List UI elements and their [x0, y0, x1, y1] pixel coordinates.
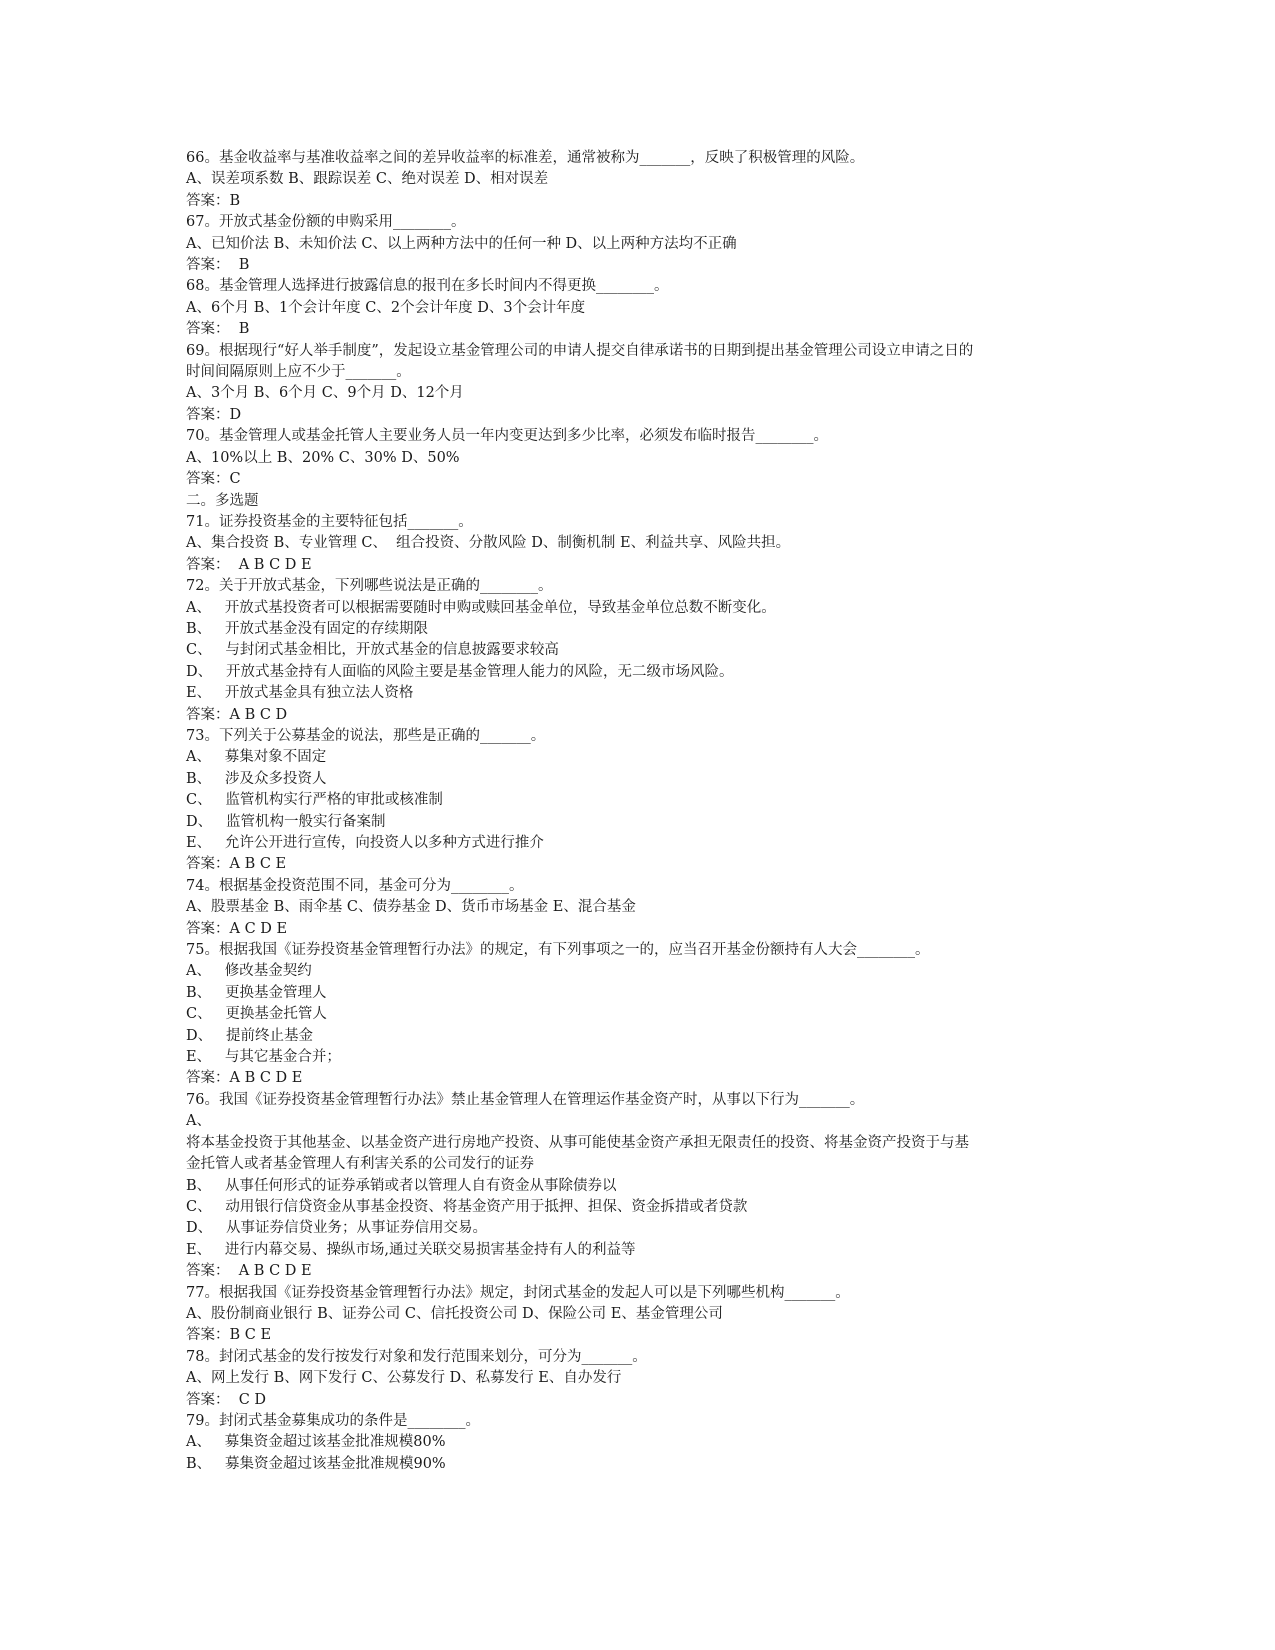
text-line: 79。封闭式基金募集成功的条件是________。	[186, 1412, 480, 1429]
text-line: B、 涉及众多投资人	[186, 770, 327, 787]
text-line: 时间间隔原则上应不少于_______。	[186, 364, 411, 381]
text-line: A、10%以上 B、20% C、30% D、50%	[186, 449, 460, 466]
text-line: 答案： B	[186, 257, 250, 274]
text-line: 78。封闭式基金的发行按发行对象和发行范围来划分，可分为_______。	[186, 1348, 647, 1365]
text-line: 76。我国《证券投资基金管理暂行办法》禁止基金管理人在管理运作基金资产时，从事以下行为_______。	[186, 1091, 865, 1108]
text-line: A、股份制商业银行 B、证券公司 C、信托投资公司 D、保险公司 E、基金管理公司	[186, 1305, 723, 1322]
text-line: 答案： B	[186, 321, 250, 338]
text-line: 73。下列关于公募基金的说法，那些是正确的_______。	[186, 727, 546, 744]
document-page	[186, 148, 1091, 1475]
text-line: A、股票基金 B、雨伞基 C、债券基金 D、货币市场基金 E、混合基金	[186, 899, 636, 916]
text-line: 答案： A B C D E	[186, 556, 312, 573]
text-line: B、 募集资金超过该基金批准规模90%	[186, 1455, 446, 1472]
text-line: 将本基金投资于其他基金、以基金资产进行房地产投资、从事可能使基金资产承担无限责任的投资、将基金资产投资于与基	[186, 1134, 969, 1151]
text-line: E、 进行内幕交易、操纵市场,通过关联交易损害基金持有人的利益等	[186, 1241, 636, 1258]
text-line: 答案：B C E	[186, 1327, 272, 1344]
text-line: 答案：C	[186, 471, 241, 488]
text-line: 答案：A B C D E	[186, 1070, 303, 1087]
text-line: 75。根据我国《证券投资基金管理暂行办法》的规定，有下列事项之一的，应当召开基金份额持有人大会________。	[186, 942, 930, 959]
text-line: A、6个月 B、1个会计年度 C、2个会计年度 D、3个会计年度	[186, 299, 586, 316]
text-line: 答案：A C D E	[186, 920, 288, 937]
text-line: A、	[186, 1113, 211, 1130]
text-line: 答案： C D	[186, 1391, 267, 1408]
text-line: 71。证券投资基金的主要特征包括_______。	[186, 513, 473, 530]
text-line: 77。根据我国《证券投资基金管理暂行办法》规定，封闭式基金的发起人可以是下列哪些机构_______。	[186, 1284, 850, 1301]
text-line: 答案：D	[186, 406, 242, 423]
text-line: D、 从事证券信贷业务；从事证券信用交易。	[186, 1220, 487, 1237]
text-line: A、已知价法 B、未知价法 C、以上两种方法中的任何一种 D、以上两种方法均不正确	[186, 235, 737, 252]
text-line: E、 开放式基金具有独立法人资格	[186, 685, 414, 702]
text-line: 69。根据现行“好人举手制度”，发起设立基金管理公司的申请人提交自律承诺书的日期到提出基金管理公司设立申请之日的	[186, 342, 974, 359]
text-line: B、 从事任何形式的证券承销或者以管理人自有资金从事除债券以	[186, 1177, 617, 1194]
text-line: 答案： A B C D E	[186, 1263, 312, 1280]
text-line: D、 开放式基金持有人面临的风险主要是基金管理人能力的风险，无二级市场风险。	[186, 663, 734, 680]
text-line: 66。基金收益率与基准收益率之间的差异收益率的标准差，通常被称为_______，反映了积极管理的风险。	[186, 150, 865, 166]
text-line: 答案：A B C E	[186, 856, 287, 873]
text-line: D、 提前终止基金	[186, 1027, 313, 1044]
text-line: D、 监管机构一般实行备案制	[186, 813, 386, 830]
text-line: 二。多选题	[186, 492, 259, 509]
text-line: C、 动用银行信贷资金从事基金投资、将基金资产用于抵押、担保、资金拆措或者贷款	[186, 1198, 748, 1215]
text-line: A、网上发行 B、网下发行 C、公募发行 D、私募发行 E、自办发行	[186, 1370, 622, 1387]
text-line: A、 修改基金契约	[186, 963, 312, 980]
text-line: 68。基金管理人选择进行披露信息的报刊在多长时间内不得更换________。	[186, 278, 669, 295]
text-line: A、误差项系数 B、跟踪误差 C、绝对误差 D、相对误差	[186, 171, 549, 188]
text-line: E、 与其它基金合并；	[186, 1049, 341, 1066]
text-line: 74。根据基金投资范围不同，基金可分为________。	[186, 877, 524, 894]
text-line: 答案：B	[186, 192, 241, 209]
text-line: A、集合投资 B、专业管理 C、 组合投资、分散风险 D、制衡机制 E、利益共享、风险共担。	[186, 535, 791, 552]
text-line: 答案：A B C D	[186, 706, 288, 723]
text-line: C、 更换基金托管人	[186, 1006, 327, 1023]
text-line: 金托管人或者基金管理人有利害关系的公司发行的证券	[186, 1156, 534, 1173]
text-line: A、 募集资金超过该基金批准规模80%	[186, 1434, 446, 1451]
text-line: C、 与封闭式基金相比，开放式基金的信息披露要求较高	[186, 642, 559, 659]
text-line: B、 更换基金管理人	[186, 984, 327, 1001]
text-line: 67。开放式基金份额的申购采用________。	[186, 214, 466, 231]
text-line: 70。基金管理人或基金托管人主要业务人员一年内变更达到多少比率，必须发布临时报告________。	[186, 428, 828, 445]
text-line: A、 开放式基投资者可以根据需要随时申购或赎回基金单位，导致基金单位总数不断变化。	[186, 599, 776, 616]
text-line: C、 监管机构实行严格的审批或核准制	[186, 792, 443, 809]
text-line: E、 允许公开进行宣传，向投资人以多种方式进行推介	[186, 835, 544, 851]
text-line: A、3个月 B、6个月 C、9个月 D、12个月	[186, 385, 464, 402]
text-line: 72。关于开放式基金，下列哪些说法是正确的________。	[186, 578, 553, 595]
text-line: A、 募集对象不固定	[186, 749, 327, 766]
text-line: B、 开放式基金没有固定的存续期限	[186, 620, 428, 637]
